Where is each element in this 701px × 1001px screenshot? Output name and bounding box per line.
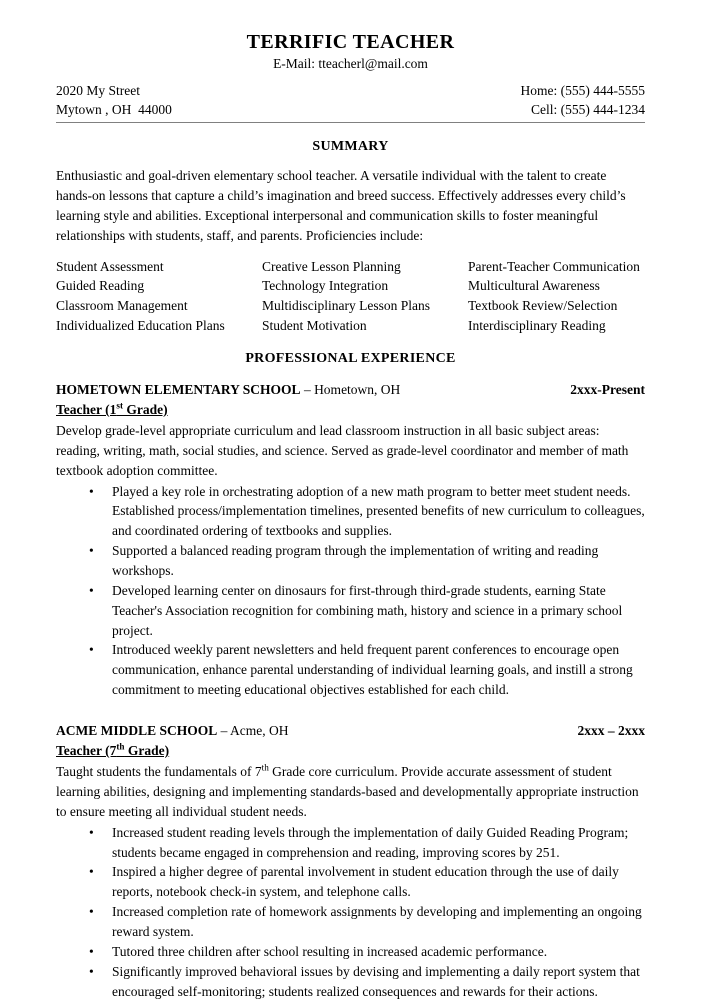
- candidate-name: TERRIFIC TEACHER: [246, 31, 455, 53]
- skill-item: Student Assessment: [56, 258, 164, 274]
- job-employer-line: [56, 380, 400, 399]
- skill-item: Technology Integration: [262, 278, 389, 294]
- summary-heading: SUMMARY: [312, 139, 389, 155]
- skill-item: Multidisciplinary Lesson Plans: [262, 298, 430, 314]
- job-summary-ordinal: th: [261, 762, 269, 773]
- job-role-prefix: Teacher (7: [56, 743, 117, 759]
- job-headline: [56, 380, 645, 399]
- skill-item: Classroom Management: [56, 298, 188, 314]
- job-bullet: • Developed learning center on dinosaurs for first-through third-grade students, earning State Teacher's Association recognition for combining math, history and science in a primary school project.: [56, 581, 645, 641]
- job-bullet: • Increased completion rate of homework assignments by developing and implementing an ongoing reward system.: [56, 902, 645, 942]
- skill-item: Student Motivation: [262, 318, 367, 334]
- job-role-wrap: [56, 399, 645, 419]
- job-employer-line: [56, 721, 289, 740]
- job-role-suffix: Grade): [124, 743, 170, 759]
- job-role: [56, 400, 168, 419]
- contact-row-2: [56, 101, 645, 120]
- job-employer: HOMETOWN ELEMENTARY SCHOOL: [56, 381, 301, 397]
- job-dates: 2xxx – 2xxx: [577, 722, 645, 738]
- job-bullet: • Played a key role in orchestrating adoption of a new math program to better meet student needs. Established process/implementation timelines, presented benefits of new curriculum to colleagues, and coordinated ordering of textbooks and supplies.: [56, 482, 645, 542]
- experience-heading: PROFESSIONAL EXPERIENCE: [245, 350, 456, 366]
- job-summary-part-2: Grade core curriculum. Provide accurate assessment of student learning abilities, designing and implementing standards-based and developmentally appropriate instruction to ensure meeting all individual student needs.: [56, 764, 639, 819]
- job-summary-part-1: Taught students the fundamentals of 7: [56, 764, 262, 780]
- candidate-email: E-Mail: tteacherl@mail.com: [273, 56, 428, 71]
- skill-item: Individualized Education Plans: [56, 318, 225, 334]
- phone-cell: Cell: (555) 444-1234: [531, 101, 645, 117]
- skill-item: Textbook Review/Selection: [468, 298, 618, 314]
- job-role-ordinal: th: [116, 741, 125, 752]
- job-bullet: • Increased student reading levels through the implementation of daily Guided Reading Program; students became engaged in comprehension and reading, improving scores by 251.: [56, 823, 645, 863]
- job-role: [56, 741, 169, 760]
- skill-item: Guided Reading: [56, 278, 145, 294]
- job-bullet: • Inspired a higher degree of parental involvement in student education through the use of daily reports, notebook check-in system, and telephone calls.: [56, 862, 645, 902]
- job-role-suffix: Grade): [123, 401, 168, 417]
- address-line-1: 2020 My Street: [56, 83, 140, 99]
- job-role-wrap: [56, 740, 645, 760]
- contact-row-1: [56, 82, 645, 101]
- skills-grid: [56, 257, 645, 336]
- job-location: – Hometown, OH: [300, 381, 401, 397]
- job-role-ordinal: st: [116, 400, 123, 411]
- phone-home: Home: (555) 444-5555: [520, 83, 645, 99]
- job-bullet-list: [56, 823, 645, 1001]
- job-bullet: • Tutored three children after school resulting in increased academic performance.: [56, 942, 645, 962]
- job-employer: ACME MIDDLE SCHOOL: [56, 722, 218, 738]
- job-role-prefix: Teacher (1: [56, 401, 117, 417]
- skill-item: Parent-Teacher Communication: [468, 258, 640, 274]
- job-location: – Acme, OH: [217, 722, 289, 738]
- contact-block: [56, 82, 645, 119]
- skill-item: Creative Lesson Planning: [262, 258, 401, 274]
- job-summary: Develop grade-level appropriate curriculum and lead classroom instruction in all basic subject areas: reading, writing, math, social studies, and science. Served as grade-level coordinator and member of math textbook adoption committee.: [56, 423, 629, 478]
- skill-item: Multicultural Awareness: [468, 278, 600, 294]
- job-bullet: • Significantly improved behavioral issues by devising and implementing a daily report system that encouraged self-monitoring; students realized consequences and rewards for their actions.: [56, 962, 645, 1001]
- job-dates: 2xxx-Present: [570, 381, 645, 397]
- job-bullet: • Introduced weekly parent newsletters and held frequent parent conferences to encourage open communication, enhance parental understanding of individual learning goals, and instill a strong commitment to meeting educational objectives established for each child.: [56, 640, 645, 700]
- job-summary: [56, 762, 645, 822]
- experience-entry: [56, 721, 645, 1001]
- experience-entry: [56, 380, 645, 700]
- job-bullet: • Supported a balanced reading program through the implementation of writing and reading workshops.: [56, 541, 645, 581]
- summary-paragraph: Enthusiastic and goal-driven elementary school teacher. A versatile individual with the talent to create hands-on lessons that capture a child’s imagination and breed success. Effectively addresses every child’s learning style and abilities. Exceptional interpersonal and communication skills to foster meaningful relationships with students, staff, and parents. Proficiencies include:: [56, 168, 626, 243]
- job-bullet-list: [56, 482, 645, 700]
- address-line-2: Mytown , OH 44000: [56, 101, 172, 117]
- job-headline: [56, 721, 645, 740]
- skill-item: Interdisciplinary Reading: [468, 318, 606, 334]
